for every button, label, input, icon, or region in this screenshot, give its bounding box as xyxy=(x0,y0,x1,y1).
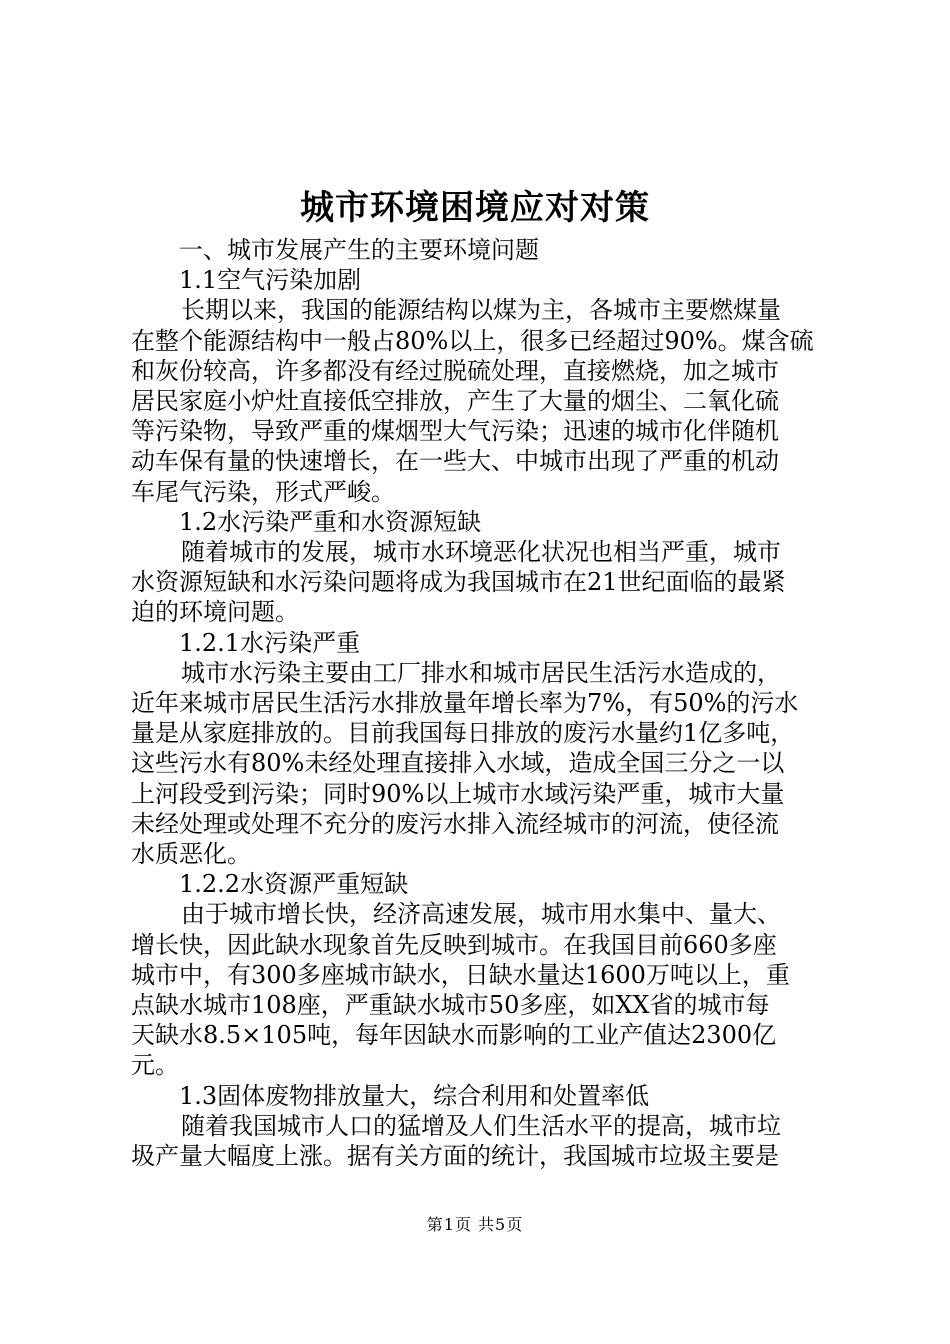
paragraph-line: 这些污水有80%未经处理直接排入水域，造成全国三分之一以 xyxy=(131,749,785,778)
paragraph-line: 增长快，因此缺水现象首先反映到城市。在我国目前660多座 xyxy=(131,930,777,959)
paragraph-line: 迫的环境问题。 xyxy=(131,598,299,627)
paragraph xyxy=(131,658,831,869)
paragraph-line: 由于城市增长快，经济高速发展，城市用水集中、量大、 xyxy=(181,900,781,929)
paragraph xyxy=(131,537,831,628)
subsection-heading: 1.3固体废物排放量大，综合利用和处置率低 xyxy=(179,1081,650,1110)
paragraph-line: 在整个能源结构中一般占80%以上，很多已经超过90%。煤含硫 xyxy=(131,326,814,355)
paragraph-line: 圾产量大幅度上涨。据有关方面的统计，我国城市垃圾主要是 xyxy=(131,1142,779,1171)
subsection-heading: 1.2.1水污染严重 xyxy=(179,628,361,657)
paragraph-line: 动车保有量的快速增长，在一些大、中城市出现了严重的机动 xyxy=(131,447,779,476)
paragraph-line: 上河段受到污染；同时90%以上城市水域污染严重，城市大量 xyxy=(131,779,785,808)
paragraph-line: 天缺水8.5×105吨，每年因缺水而影响的工业产值达2300亿 xyxy=(131,1021,777,1050)
paragraph-line: 水质恶化。 xyxy=(131,840,251,869)
paragraph-line: 居民家庭小炉灶直接低空排放，产生了大量的烟尘、二氧化硫 xyxy=(131,387,779,416)
paragraph xyxy=(131,295,831,506)
paragraph-line: 随着城市的发展，城市水环境恶化状况也相当严重，城市 xyxy=(181,538,781,567)
paragraph-line: 等污染物，导致严重的煤烟型大气污染；迅速的城市化伴随机 xyxy=(131,417,779,446)
paragraph-line: 城市水污染主要由工厂排水和城市居民生活污水造成的， xyxy=(181,658,781,687)
paragraph-line: 和灰份较高，许多都没有经过脱硫处理，直接燃烧，加之城市 xyxy=(131,356,779,385)
document-body xyxy=(131,235,831,1171)
paragraph xyxy=(131,1111,831,1171)
subsection-heading: 1.2水污染严重和水资源短缺 xyxy=(179,507,482,536)
paragraph-line: 水资源短缺和水污染问题将成为我国城市在21世纪面临的最紧 xyxy=(131,568,786,597)
paragraph-line: 点缺水城市108座，严重缺水城市50多座，如XX省的城市每 xyxy=(131,991,770,1020)
paragraph-line: 未经处理或处理不充分的废污水排入流经城市的河流，使径流 xyxy=(131,809,779,838)
paragraph xyxy=(131,899,831,1080)
subsection-heading: 1.2.2水资源严重短缺 xyxy=(179,870,409,899)
document-title: 城市环境困境应对对策 xyxy=(300,188,650,228)
paragraph-line: 近年来城市居民生活污水排放量年增长率为7%，有50%的污水 xyxy=(131,689,799,718)
paragraph-line: 城市中，有300多座城市缺水，日缺水量达1600万吨以上，重 xyxy=(131,960,790,989)
paragraph-line: 长期以来，我国的能源结构以煤为主，各城市主要燃煤量 xyxy=(181,296,781,325)
paragraph-line: 随着我国城市人口的猛增及人们生活水平的提高，城市垃 xyxy=(181,1111,781,1140)
subsection-heading: 1.1空气污染加剧 xyxy=(179,266,362,295)
paragraph-line: 元。 xyxy=(131,1051,179,1080)
section-heading: 一、城市发展产生的主要环境问题 xyxy=(179,236,539,264)
paragraph-line: 量是从家庭排放的。目前我国每日排放的废污水量约1亿多吨， xyxy=(131,719,795,748)
page-footer: 第1页 共5页 xyxy=(426,1215,524,1234)
paragraph-line: 车尾气污染，形式严峻。 xyxy=(131,477,395,506)
